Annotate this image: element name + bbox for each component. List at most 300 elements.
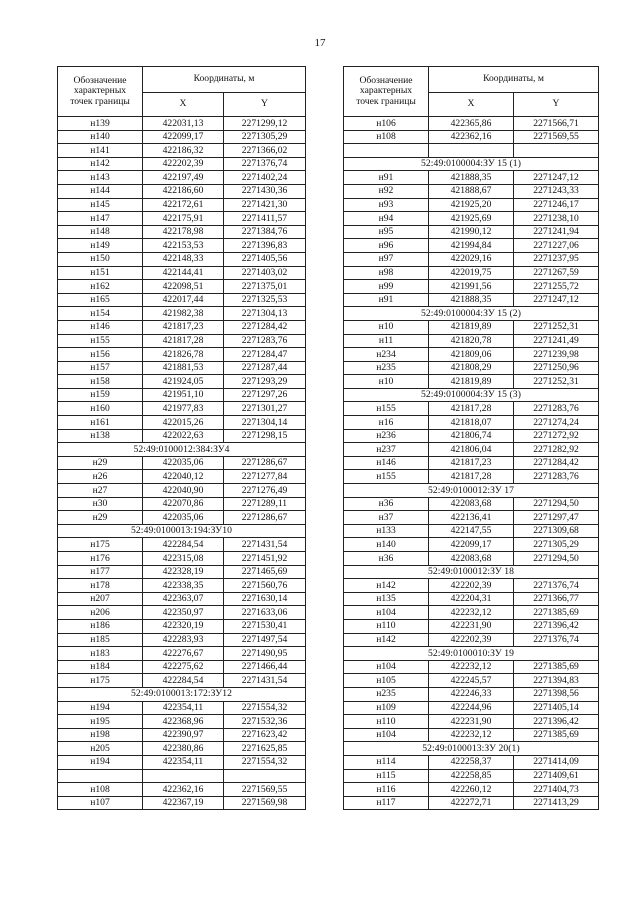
table-row	[344, 687, 599, 701]
table-row	[344, 348, 599, 362]
y-cell: 2271414,09	[514, 755, 599, 769]
table-row	[344, 117, 599, 131]
x-cell: 421808,29	[429, 361, 514, 375]
x-cell: 421991,56	[429, 280, 514, 294]
point-cell: н117	[344, 796, 429, 810]
table-row	[344, 375, 599, 389]
y-cell: 2271238,10	[514, 212, 599, 226]
table-row	[58, 280, 306, 294]
x-cell: 421994,84	[429, 239, 514, 253]
point-cell: н114	[344, 755, 429, 769]
point-cell: н10	[344, 320, 429, 334]
point-cell: н26	[58, 470, 143, 484]
table-row	[58, 796, 306, 810]
x-cell: 422258,37	[429, 755, 514, 769]
x-cell: 421817,23	[143, 320, 224, 334]
y-cell: 2271385,69	[514, 660, 599, 674]
x-cell: 422136,41	[429, 511, 514, 525]
y-cell: 2271560,76	[224, 579, 306, 593]
section-row	[344, 388, 599, 402]
table-row	[344, 361, 599, 375]
table-row	[344, 619, 599, 633]
table-row	[58, 184, 306, 198]
table-row	[58, 579, 306, 593]
table-row	[58, 755, 306, 769]
coordinates-header: Координаты, м	[143, 67, 306, 93]
point-cell: н133	[344, 524, 429, 538]
x-cell: 422153,53	[143, 239, 224, 253]
x-cell: 422019,75	[429, 266, 514, 280]
x-cell: 421951,10	[143, 388, 224, 402]
y-cell: 2271301,27	[224, 402, 306, 416]
x-cell: 422017,44	[143, 293, 224, 307]
x-cell: 421888,35	[429, 293, 514, 307]
y-cell: 2271239,98	[514, 348, 599, 362]
point-cell: н94	[344, 212, 429, 226]
table-row	[344, 184, 599, 198]
x-cell: 422070,86	[143, 497, 224, 511]
point-cell: н185	[58, 633, 143, 647]
x-cell: 422338,35	[143, 579, 224, 593]
section-label: 52:49:0100004:ЗУ 15 (2)	[344, 307, 599, 321]
table-row	[344, 552, 599, 566]
x-cell: 422099,17	[143, 130, 224, 144]
table-row	[58, 293, 306, 307]
y-cell: 2271274,24	[514, 416, 599, 430]
y-cell: 2271305,29	[514, 538, 599, 552]
x-cell: 421820,78	[429, 334, 514, 348]
x-cell: 421817,28	[429, 470, 514, 484]
x-cell: 422202,39	[143, 157, 224, 171]
designation-header	[344, 67, 429, 117]
y-cell: 2271283,76	[514, 470, 599, 484]
y-cell: 2271304,13	[224, 307, 306, 321]
y-cell: 2271625,85	[224, 742, 306, 756]
table-row	[344, 320, 599, 334]
y-cell: 2271252,31	[514, 375, 599, 389]
table-row	[58, 538, 306, 552]
y-cell: 2271286,67	[224, 456, 306, 470]
point-cell: н135	[344, 592, 429, 606]
table-row	[58, 117, 306, 131]
point-cell: н110	[344, 715, 429, 729]
x-cell: 422315,08	[143, 552, 224, 566]
y-cell: 2271294,50	[514, 497, 599, 511]
table-row	[344, 715, 599, 729]
x-cell: 422367,19	[143, 796, 224, 810]
point-cell: н91	[344, 293, 429, 307]
y-cell: 2271252,31	[514, 320, 599, 334]
x-cell: 422148,33	[143, 252, 224, 266]
y-cell: 2271298,15	[224, 429, 306, 443]
y-cell: 2271396,83	[224, 239, 306, 253]
designation-line2: характерных	[73, 85, 127, 97]
table-row	[344, 144, 599, 158]
x-cell: 422284,54	[143, 538, 224, 552]
point-cell: н93	[344, 198, 429, 212]
y-cell: 2271276,49	[224, 484, 306, 498]
x-cell: 421817,23	[429, 456, 514, 470]
designation-line3: точек границы	[70, 95, 130, 107]
point-cell: н142	[344, 633, 429, 647]
x-cell: 422231,90	[429, 619, 514, 633]
table-row	[344, 592, 599, 606]
x-cell: 422040,12	[143, 470, 224, 484]
table-row	[344, 171, 599, 185]
table-row	[344, 429, 599, 443]
point-cell: н235	[344, 687, 429, 701]
point-cell: н236	[344, 429, 429, 443]
table-row	[344, 633, 599, 647]
y-cell: 2271299,12	[224, 117, 306, 131]
table-row	[344, 796, 599, 810]
table-row	[58, 497, 306, 511]
point-cell: н29	[58, 456, 143, 470]
table-row	[58, 388, 306, 402]
table-row	[58, 252, 306, 266]
x-cell: 422029,16	[429, 252, 514, 266]
x-cell: 422362,16	[143, 783, 224, 797]
table-row	[58, 742, 306, 756]
x-cell	[429, 144, 514, 158]
point-cell: н175	[58, 674, 143, 688]
x-cell: 422275,62	[143, 660, 224, 674]
x-cell: 422015,26	[143, 416, 224, 430]
y-cell: 2271554,32	[224, 701, 306, 715]
section-label: 52:49:0100004:ЗУ 15 (1)	[344, 157, 599, 171]
x-cell: 422147,55	[429, 524, 514, 538]
point-cell: н10	[344, 375, 429, 389]
x-cell: 422380,86	[143, 742, 224, 756]
point-cell: н148	[58, 225, 143, 239]
x-cell: 422354,11	[143, 701, 224, 715]
table-row	[58, 633, 306, 647]
x-cell: 422244,96	[429, 701, 514, 715]
table-row	[58, 769, 306, 783]
y-cell: 2271465,69	[224, 565, 306, 579]
y-cell: 2271530,41	[224, 619, 306, 633]
y-cell	[224, 769, 306, 783]
table-row	[58, 375, 306, 389]
point-cell: н147	[58, 212, 143, 226]
point-cell: н155	[344, 402, 429, 416]
y-cell: 2271376,74	[514, 579, 599, 593]
y-cell: 2271385,69	[514, 606, 599, 620]
x-cell: 422022,63	[143, 429, 224, 443]
y-cell: 2271451,92	[224, 552, 306, 566]
y-cell: 2271396,42	[514, 619, 599, 633]
section-row	[344, 647, 599, 661]
y-cell: 2271554,32	[224, 755, 306, 769]
point-cell: н104	[344, 660, 429, 674]
x-cell: 422178,98	[143, 225, 224, 239]
section-label: 52:49:0100004:ЗУ 15 (3)	[344, 388, 599, 402]
point-cell: н11	[344, 334, 429, 348]
y-cell: 2271497,54	[224, 633, 306, 647]
section-row	[344, 307, 599, 321]
point-cell: н149	[58, 239, 143, 253]
x-cell: 422272,71	[429, 796, 514, 810]
section-label: 52:49:0100013:ЗУ 20(1)	[344, 742, 599, 756]
point-cell: н37	[344, 511, 429, 525]
x-cell: 422035,06	[143, 511, 224, 525]
table-row	[344, 511, 599, 525]
y-cell: 2271384,76	[224, 225, 306, 239]
x-cell: 422083,68	[429, 552, 514, 566]
x-cell: 421888,35	[429, 171, 514, 185]
point-cell: н29	[58, 511, 143, 525]
x-cell: 422260,12	[429, 783, 514, 797]
y-cell: 2271569,98	[224, 796, 306, 810]
point-cell	[344, 144, 429, 158]
x-cell: 422172,61	[143, 198, 224, 212]
table-row	[344, 334, 599, 348]
point-cell: н140	[58, 130, 143, 144]
x-cell: 422231,90	[429, 715, 514, 729]
x-cell: 422328,19	[143, 565, 224, 579]
x-cell: 422175,91	[143, 212, 224, 226]
point-cell: н106	[344, 117, 429, 131]
table-row	[344, 225, 599, 239]
y-cell: 2271404,73	[514, 783, 599, 797]
table-row	[344, 606, 599, 620]
point-cell: н115	[344, 769, 429, 783]
x-cell: 422283,93	[143, 633, 224, 647]
x-cell: 421806,04	[429, 443, 514, 457]
point-cell: н162	[58, 280, 143, 294]
table-row	[344, 280, 599, 294]
section-row	[344, 157, 599, 171]
x-cell: 422232,12	[429, 660, 514, 674]
x-cell: 421982,38	[143, 307, 224, 321]
point-cell: н155	[58, 334, 143, 348]
table-row	[344, 293, 599, 307]
point-cell: н156	[58, 348, 143, 362]
y-cell: 2271405,14	[514, 701, 599, 715]
point-cell: н109	[344, 701, 429, 715]
table-body-left	[58, 117, 306, 810]
y-cell: 2271490,95	[224, 647, 306, 661]
y-cell: 2271633,06	[224, 606, 306, 620]
x-cell: 422186,60	[143, 184, 224, 198]
x-cell: 422083,68	[429, 497, 514, 511]
x-cell: 422276,67	[143, 647, 224, 661]
table-row	[58, 565, 306, 579]
x-cell: 422362,16	[429, 130, 514, 144]
table-row	[58, 660, 306, 674]
point-cell: н16	[344, 416, 429, 430]
table-row	[58, 239, 306, 253]
coordinates-header: Координаты, м	[429, 67, 599, 93]
table-row	[58, 619, 306, 633]
table-row	[58, 783, 306, 797]
point-cell: н198	[58, 728, 143, 742]
y-cell: 2271403,02	[224, 266, 306, 280]
x-cell: 422035,06	[143, 456, 224, 470]
point-cell: н36	[344, 497, 429, 511]
x-cell: 422232,12	[429, 606, 514, 620]
y-cell	[514, 144, 599, 158]
point-cell: н143	[58, 171, 143, 185]
table-row	[344, 252, 599, 266]
point-cell: н159	[58, 388, 143, 402]
point-cell: н183	[58, 647, 143, 661]
y-cell: 2271297,26	[224, 388, 306, 402]
point-cell: н234	[344, 348, 429, 362]
designation-line2: характерных	[359, 85, 413, 97]
y-cell: 2271375,01	[224, 280, 306, 294]
table-row	[344, 416, 599, 430]
point-cell: н206	[58, 606, 143, 620]
y-cell: 2271247,12	[514, 293, 599, 307]
table-row	[58, 307, 306, 321]
section-row	[344, 742, 599, 756]
x-cell: 422354,11	[143, 755, 224, 769]
y-cell: 2271532,36	[224, 715, 306, 729]
section-label: 52:49:0100010:ЗУ 19	[344, 647, 599, 661]
y-cell: 2271283,76	[224, 334, 306, 348]
y-cell: 2271304,14	[224, 416, 306, 430]
y-cell: 2271366,77	[514, 592, 599, 606]
point-cell: н176	[58, 552, 143, 566]
point-cell: н157	[58, 361, 143, 375]
table-row	[58, 130, 306, 144]
point-cell: н161	[58, 416, 143, 430]
x-cell: 422363,07	[143, 592, 224, 606]
table-body-right	[344, 117, 599, 810]
point-cell: н27	[58, 484, 143, 498]
table-row	[58, 348, 306, 362]
point-cell: н142	[58, 157, 143, 171]
x-cell: 422204,31	[429, 592, 514, 606]
x-header: X	[429, 92, 514, 117]
point-cell: н158	[58, 375, 143, 389]
table-row	[58, 728, 306, 742]
x-cell: 422031,13	[143, 117, 224, 131]
y-cell: 2271376,74	[514, 633, 599, 647]
x-cell: 421881,53	[143, 361, 224, 375]
y-cell: 2271250,96	[514, 361, 599, 375]
table-row	[58, 647, 306, 661]
point-cell: н99	[344, 280, 429, 294]
table-row	[58, 456, 306, 470]
table-row	[58, 402, 306, 416]
coordinates-table-left	[57, 66, 306, 810]
designation-line3: точек границы	[356, 95, 416, 107]
point-cell: н144	[58, 184, 143, 198]
table-row	[344, 524, 599, 538]
y-cell: 2271267,59	[514, 266, 599, 280]
x-cell: 421990,12	[429, 225, 514, 239]
section-label: 52:49:0100012:384:ЗУ4	[58, 443, 306, 457]
table-row	[58, 416, 306, 430]
y-cell: 2271243,33	[514, 184, 599, 198]
table-row	[58, 592, 306, 606]
table-row	[344, 783, 599, 797]
point-cell: н98	[344, 266, 429, 280]
y-cell: 2271241,94	[514, 225, 599, 239]
x-cell: 422246,33	[429, 687, 514, 701]
x-cell: 421888,67	[429, 184, 514, 198]
x-cell: 422258,85	[429, 769, 514, 783]
table-row	[58, 334, 306, 348]
point-cell: н184	[58, 660, 143, 674]
point-cell: н95	[344, 225, 429, 239]
x-cell	[143, 769, 224, 783]
x-cell: 422368,96	[143, 715, 224, 729]
y-cell: 2271283,76	[514, 402, 599, 416]
y-cell: 2271284,42	[224, 320, 306, 334]
point-cell: н110	[344, 619, 429, 633]
x-cell: 421925,20	[429, 198, 514, 212]
point-cell: н138	[58, 429, 143, 443]
section-label: 52:49:0100013:172:ЗУ12	[58, 687, 306, 701]
table-row	[344, 402, 599, 416]
table-row	[58, 606, 306, 620]
table-row	[344, 728, 599, 742]
section-row	[58, 524, 306, 538]
coordinates-table-right	[343, 66, 599, 810]
y-header: Y	[514, 92, 599, 117]
point-cell: н146	[344, 456, 429, 470]
y-cell: 2271282,92	[514, 443, 599, 457]
x-cell: 421809,06	[429, 348, 514, 362]
section-label: 52:49:0100012:ЗУ 18	[344, 565, 599, 579]
y-cell: 2271630,14	[224, 592, 306, 606]
point-cell: н155	[344, 470, 429, 484]
point-cell: н107	[58, 796, 143, 810]
y-cell: 2271376,74	[224, 157, 306, 171]
point-cell: н237	[344, 443, 429, 457]
point-cell: н194	[58, 755, 143, 769]
point-cell: н235	[344, 361, 429, 375]
y-cell: 2271246,17	[514, 198, 599, 212]
y-cell: 2271623,42	[224, 728, 306, 742]
x-cell: 421925,69	[429, 212, 514, 226]
designation-line1: Обозначение	[359, 74, 413, 86]
y-cell: 2271237,95	[514, 252, 599, 266]
table-row	[58, 429, 306, 443]
y-cell: 2271227,06	[514, 239, 599, 253]
point-cell: н186	[58, 619, 143, 633]
table-row	[344, 497, 599, 511]
y-cell: 2271247,12	[514, 171, 599, 185]
y-cell: 2271569,55	[514, 130, 599, 144]
point-cell: н175	[58, 538, 143, 552]
section-row	[58, 687, 306, 701]
point-cell: н151	[58, 266, 143, 280]
y-cell: 2271309,68	[514, 524, 599, 538]
x-cell: 422202,39	[429, 633, 514, 647]
x-cell: 421817,28	[143, 334, 224, 348]
point-cell: н105	[344, 674, 429, 688]
x-cell: 422040,90	[143, 484, 224, 498]
table-row	[344, 579, 599, 593]
table-row	[58, 198, 306, 212]
y-cell: 2271405,56	[224, 252, 306, 266]
y-cell: 2271284,42	[514, 456, 599, 470]
table-row	[344, 456, 599, 470]
y-cell: 2271297,47	[514, 511, 599, 525]
x-cell: 421819,89	[429, 320, 514, 334]
x-cell: 421818,07	[429, 416, 514, 430]
y-cell: 2271413,29	[514, 796, 599, 810]
point-cell: н150	[58, 252, 143, 266]
point-cell: н97	[344, 252, 429, 266]
point-cell: н91	[344, 171, 429, 185]
section-label: 52:49:0100013:194:ЗУ10	[58, 524, 306, 538]
table-row	[58, 212, 306, 226]
